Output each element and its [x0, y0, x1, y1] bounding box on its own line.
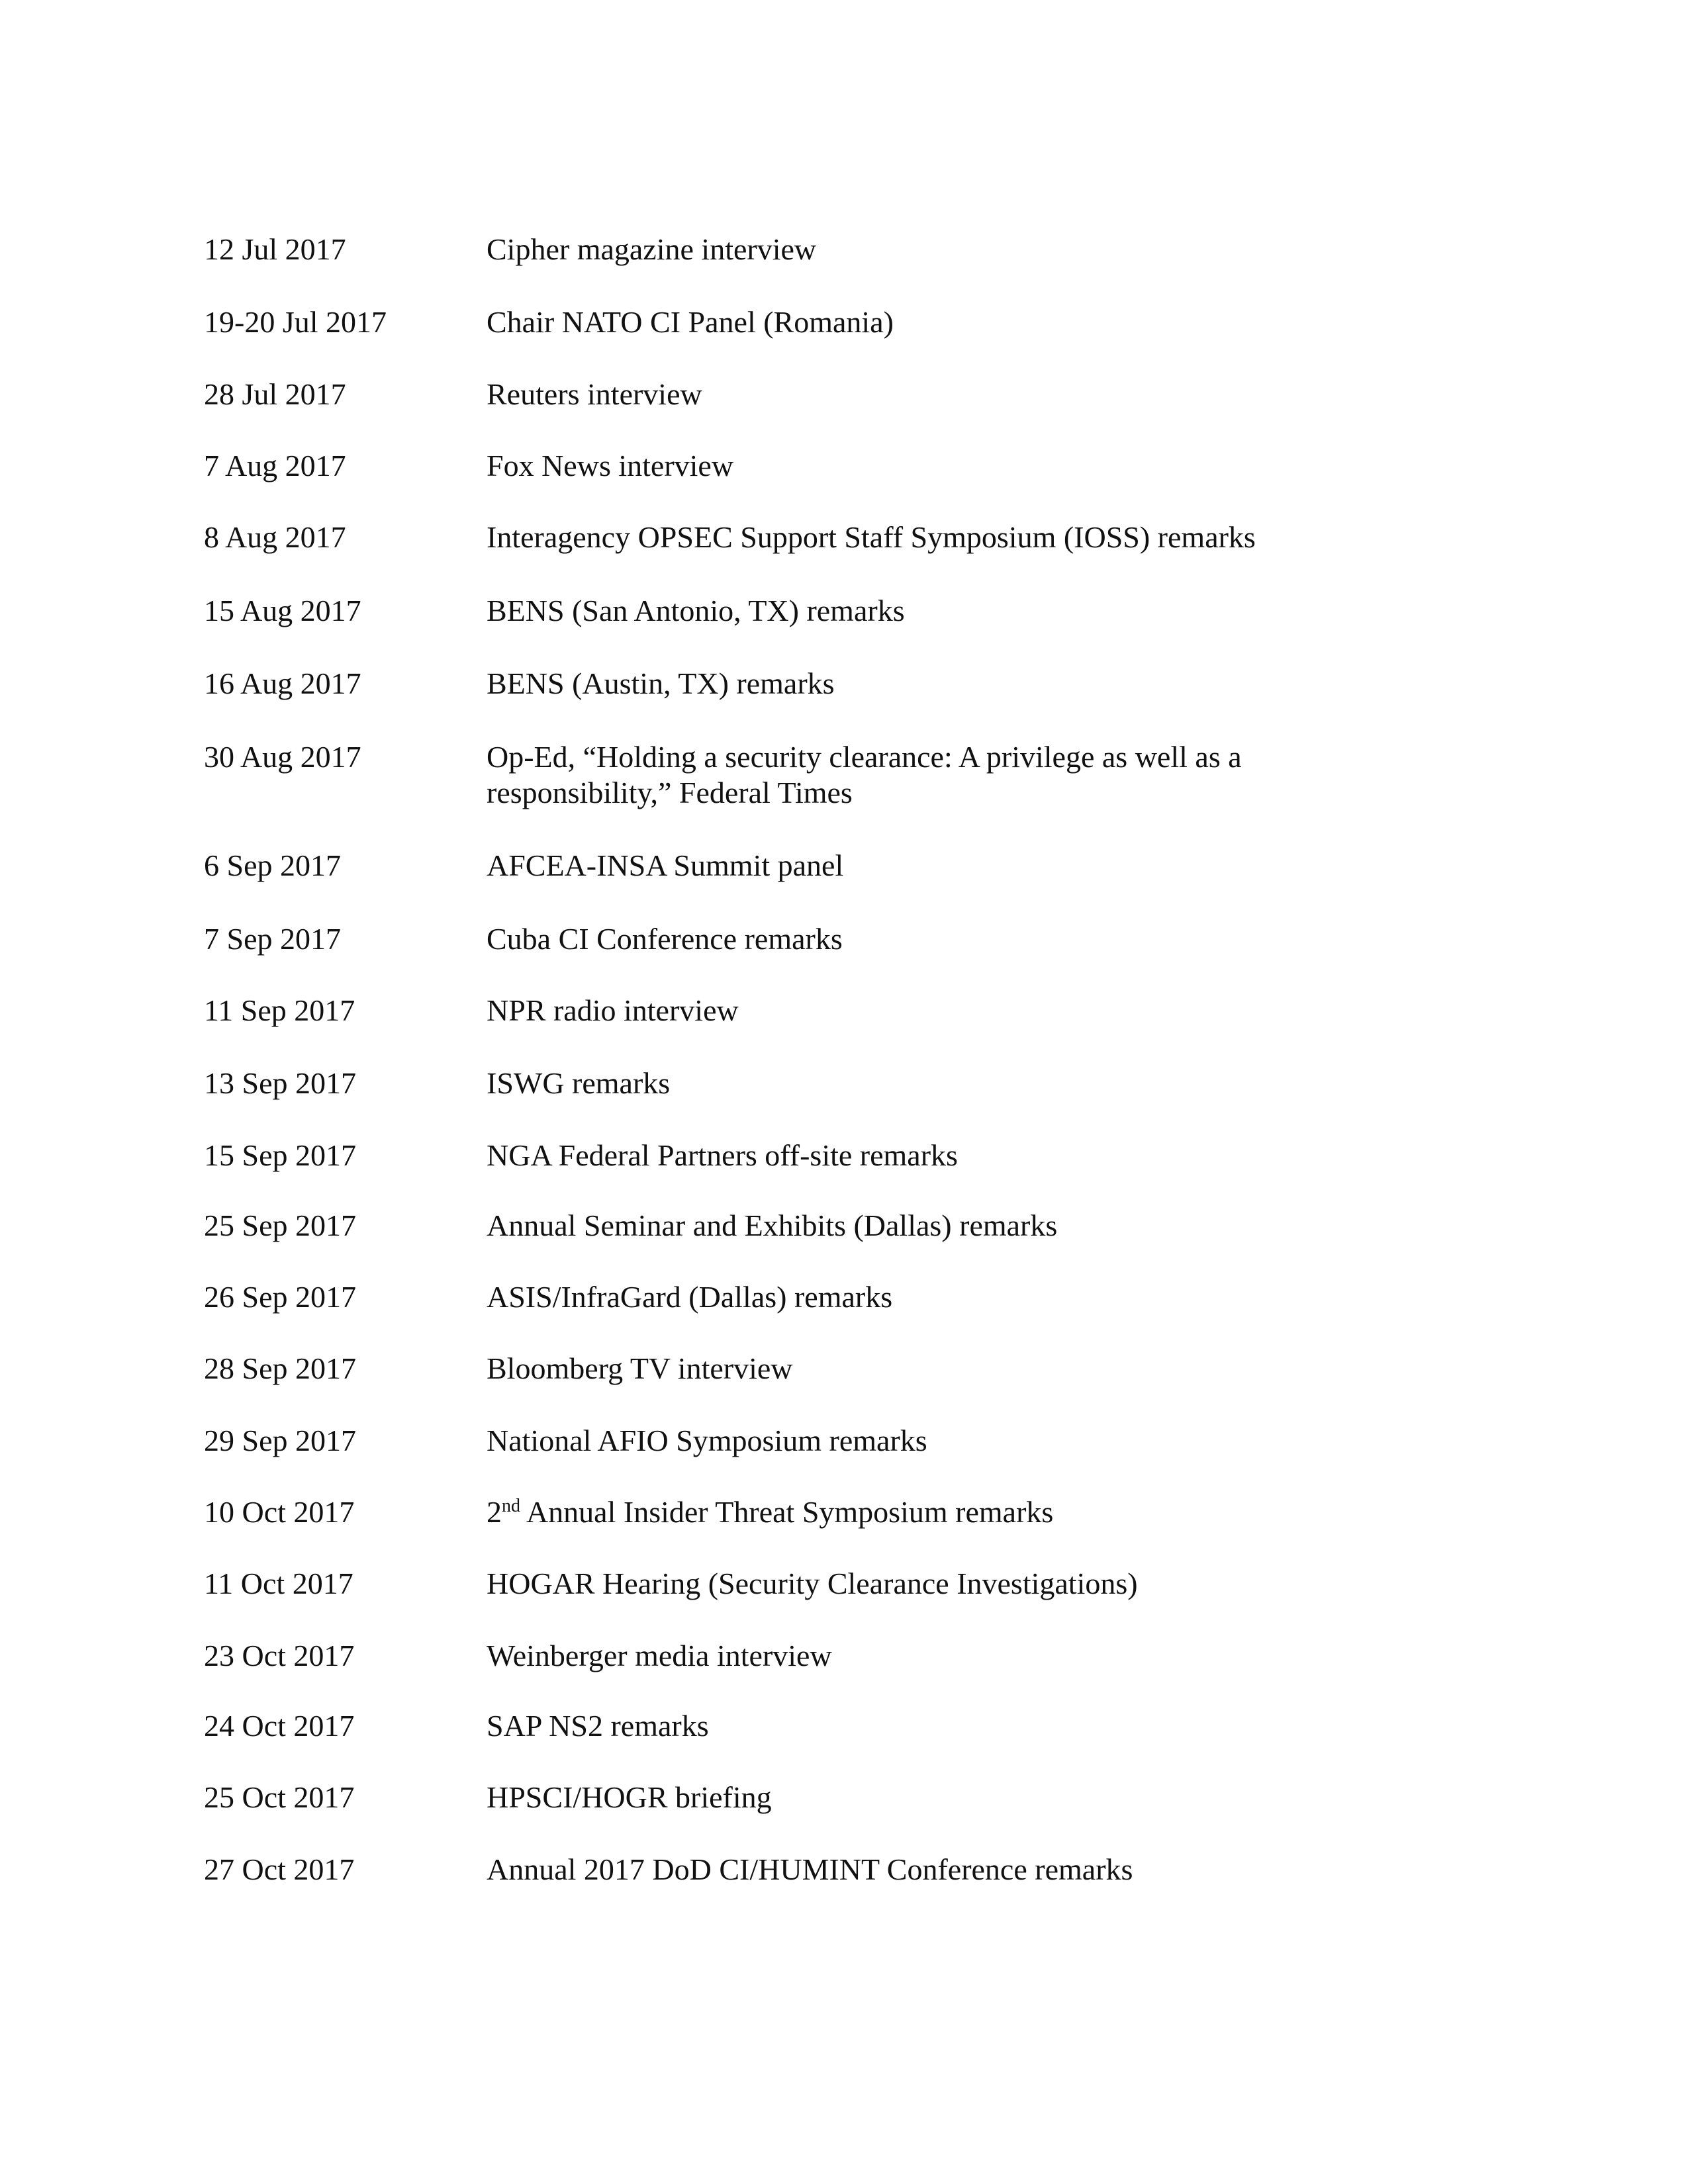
entry-date: 29 Sep 2017 [204, 1424, 356, 1457]
entry-event: HOGAR Hearing (Security Clearance Investigations) [487, 1567, 1138, 1600]
entry-event: BENS (San Antonio, TX) remarks [487, 594, 905, 627]
entry-event: Reuters interview [487, 377, 702, 411]
event-ordinal-suffix: nd [502, 1496, 520, 1516]
entry-event: NGA Federal Partners off-site remarks [487, 1138, 958, 1172]
entry-event: HPSCI/HOGR briefing [487, 1780, 772, 1814]
entry-date: 7 Sep 2017 [204, 922, 341, 956]
entry-event: Interagency OPSEC Support Staff Symposium (IOSS) remarks [487, 520, 1256, 554]
entry-event: Annual Seminar and Exhibits (Dallas) remarks [487, 1208, 1058, 1242]
event-ordinal: 2 [487, 1495, 502, 1529]
entry-event [487, 1494, 1314, 1530]
entry-event: BENS (Austin, TX) remarks [487, 666, 835, 700]
entry-event: SAP NS2 remarks [487, 1709, 709, 1743]
entry-event: Cipher magazine interview [487, 232, 817, 266]
entry-date: 13 Sep 2017 [204, 1066, 356, 1100]
entry-date: 15 Aug 2017 [204, 594, 361, 627]
entry-event: ASIS/InfraGard (Dallas) remarks [487, 1280, 893, 1314]
entry-event: Cuba CI Conference remarks [487, 922, 843, 956]
entry-date: 28 Jul 2017 [204, 377, 346, 411]
entry-date: 28 Sep 2017 [204, 1351, 356, 1385]
entry-date: 25 Oct 2017 [204, 1780, 355, 1814]
entry-event: Weinberger media interview [487, 1639, 832, 1672]
entry-event: Op-Ed, “Holding a security clearance: A privilege as well as a responsibility,” Federal Times [487, 740, 1242, 809]
entry-date: 23 Oct 2017 [204, 1639, 355, 1672]
entry-date: 30 Aug 2017 [204, 740, 361, 774]
entry-date: 27 Oct 2017 [204, 1852, 355, 1886]
entry-date: 10 Oct 2017 [204, 1495, 355, 1529]
entry-event: Fox News interview [487, 449, 734, 482]
entry-date: 12 Jul 2017 [204, 232, 346, 266]
entry-date: 11 Oct 2017 [204, 1567, 353, 1600]
entry-date: 19-20 Jul 2017 [204, 305, 387, 339]
entry-date: 11 Sep 2017 [204, 993, 355, 1027]
entry-event: AFCEA-INSA Summit panel [487, 848, 844, 882]
entry-date: 26 Sep 2017 [204, 1280, 356, 1314]
entry-event: ISWG remarks [487, 1066, 671, 1100]
entry-event: Bloomberg TV interview [487, 1351, 793, 1385]
entry-date: 6 Sep 2017 [204, 848, 341, 882]
entry-event: National AFIO Symposium remarks [487, 1424, 927, 1457]
entry-date: 8 Aug 2017 [204, 520, 346, 554]
entry-date: 25 Sep 2017 [204, 1208, 356, 1242]
entry-date: 7 Aug 2017 [204, 449, 346, 482]
entry-event: NPR radio interview [487, 993, 739, 1027]
entry-event: Annual 2017 DoD CI/HUMINT Conference remarks [487, 1852, 1133, 1886]
entry-date: 16 Aug 2017 [204, 666, 361, 700]
entry-date: 24 Oct 2017 [204, 1709, 355, 1743]
entry-event: Chair NATO CI Panel (Romania) [487, 305, 894, 339]
entry-date: 15 Sep 2017 [204, 1138, 356, 1172]
event-text: Annual Insider Threat Symposium remarks [520, 1495, 1054, 1529]
